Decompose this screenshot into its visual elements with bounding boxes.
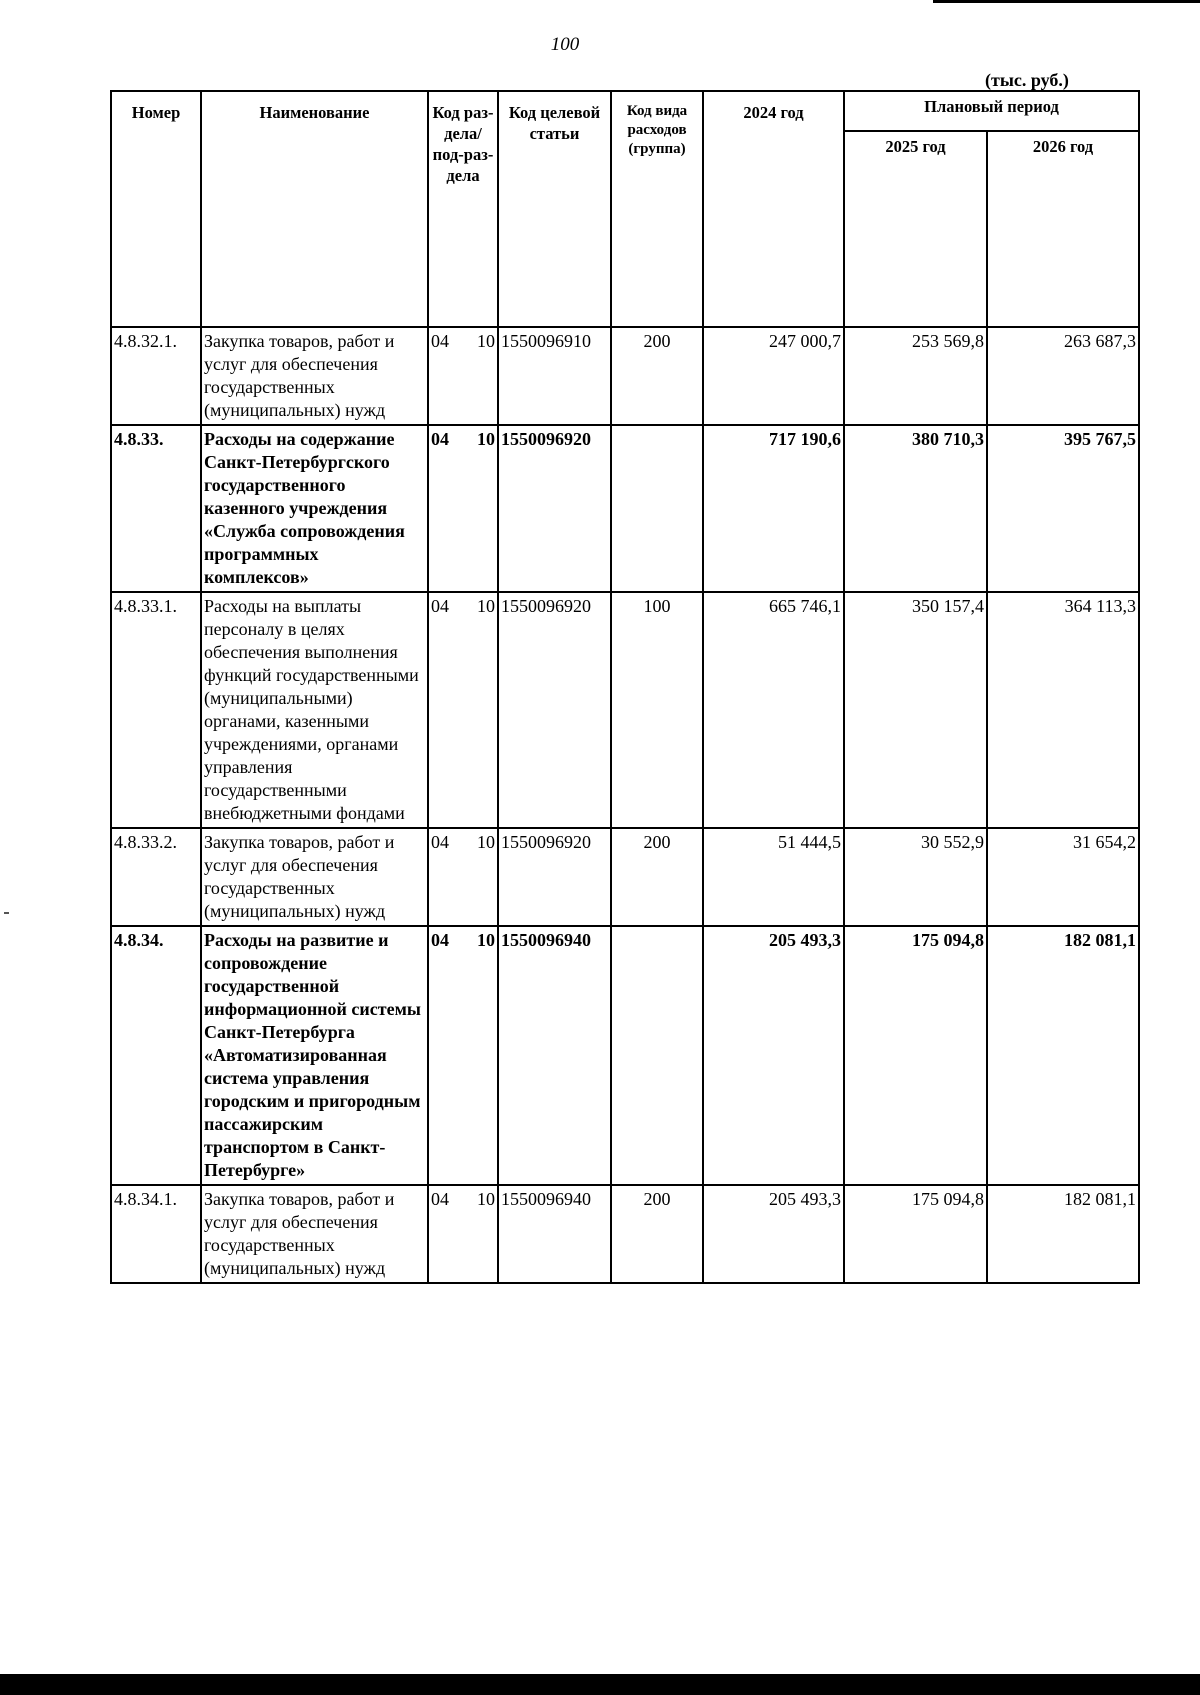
- units-label: (тыс. руб.): [985, 70, 1069, 90]
- row-expense-type: [611, 425, 703, 592]
- row-number: 4.8.33.1.: [111, 592, 201, 828]
- row-amount-2026: 182 081,1: [987, 1185, 1139, 1283]
- table-row: [111, 828, 1139, 926]
- row-target-code: 1550096910: [498, 327, 611, 425]
- header-planned-period: Плановый период: [844, 91, 1139, 131]
- row-section: 04: [431, 930, 449, 950]
- row-amount-2024: 665 746,1: [703, 592, 844, 828]
- table-row: [111, 926, 1139, 1185]
- row-amount-2024: 205 493,3: [703, 1185, 844, 1283]
- section-code-pair: [431, 428, 495, 451]
- row-section: 04: [431, 429, 449, 449]
- row-number: 4.8.34.1.: [111, 1185, 201, 1283]
- row-subsection: 10: [477, 331, 495, 351]
- header-expense-type: Код вида расходов (группа): [611, 91, 703, 327]
- row-subsection: 10: [477, 832, 495, 852]
- header-target-code: Код целевой статьи: [498, 91, 611, 327]
- table-row: [111, 592, 1139, 828]
- scan-edge-bottom: [0, 1674, 1200, 1695]
- row-name: Расходы на выплаты персоналу в целях обеспечения выполнения функций государственными (муниципальными) органами, казенными учреждениями, органами управления государственными внебюджетными фондами: [201, 592, 428, 828]
- section-code-pair: [431, 929, 495, 952]
- row-number: 4.8.32.1.: [111, 327, 201, 425]
- header-number: Номер: [111, 91, 201, 327]
- row-target-code: 1550096920: [498, 828, 611, 926]
- row-amount-2025: 350 157,4: [844, 592, 987, 828]
- row-section: 04: [431, 1189, 449, 1209]
- row-amount-2024: 717 190,6: [703, 425, 844, 592]
- row-amount-2026: 395 767,5: [987, 425, 1139, 592]
- header-name: Наименование: [201, 91, 428, 327]
- section-code-pair: [431, 595, 495, 618]
- row-number: 4.8.34.: [111, 926, 201, 1185]
- row-amount-2024: 51 444,5: [703, 828, 844, 926]
- header-year-2026: 2026 год: [987, 131, 1139, 327]
- table-row: [111, 327, 1139, 425]
- row-section: 04: [431, 596, 449, 616]
- budget-table: [110, 90, 1140, 1284]
- scan-mark: [4, 912, 9, 914]
- row-expense-type: 200: [611, 1185, 703, 1283]
- row-target-code: 1550096940: [498, 1185, 611, 1283]
- row-section-code: [428, 592, 498, 828]
- header-year-2025: 2025 год: [844, 131, 987, 327]
- row-expense-type: 200: [611, 327, 703, 425]
- row-expense-type: [611, 926, 703, 1185]
- section-code-pair: [431, 330, 495, 353]
- row-amount-2024: 205 493,3: [703, 926, 844, 1185]
- row-number: 4.8.33.: [111, 425, 201, 592]
- row-expense-type: 200: [611, 828, 703, 926]
- row-amount-2026: 182 081,1: [987, 926, 1139, 1185]
- row-section-code: [428, 327, 498, 425]
- table-row: [111, 1185, 1139, 1283]
- row-amount-2025: 253 569,8: [844, 327, 987, 425]
- row-amount-2025: 380 710,3: [844, 425, 987, 592]
- row-section-code: [428, 425, 498, 592]
- row-target-code: 1550096920: [498, 425, 611, 592]
- row-amount-2025: 175 094,8: [844, 1185, 987, 1283]
- row-section: 04: [431, 832, 449, 852]
- row-section-code: [428, 828, 498, 926]
- row-amount-2026: 263 687,3: [987, 327, 1139, 425]
- row-name: Закупка товаров, работ и услуг для обеспечения государственных (муниципальных) нужд: [201, 327, 428, 425]
- header-year-2024: 2024 год: [703, 91, 844, 327]
- row-amount-2024: 247 000,7: [703, 327, 844, 425]
- row-target-code: 1550096940: [498, 926, 611, 1185]
- row-name: Закупка товаров, работ и услуг для обеспечения государственных (муниципальных) нужд: [201, 828, 428, 926]
- row-section-code: [428, 926, 498, 1185]
- page-number: 100: [550, 34, 580, 55]
- row-name: Расходы на содержание Санкт-Петербургского государственного казенного учреждения «Служба сопровождения программных комплексов»: [201, 425, 428, 592]
- row-section-code: [428, 1185, 498, 1283]
- row-subsection: 10: [477, 429, 495, 449]
- row-number: 4.8.33.2.: [111, 828, 201, 926]
- header-section-code: Код раз-дела/ под-раз-дела: [428, 91, 498, 327]
- row-subsection: 10: [477, 1189, 495, 1209]
- section-code-pair: [431, 1188, 495, 1211]
- row-target-code: 1550096920: [498, 592, 611, 828]
- scan-edge-top: [933, 0, 1200, 3]
- section-code-pair: [431, 831, 495, 854]
- row-section: 04: [431, 331, 449, 351]
- table-row: [111, 425, 1139, 592]
- row-subsection: 10: [477, 930, 495, 950]
- row-subsection: 10: [477, 596, 495, 616]
- row-expense-type: 100: [611, 592, 703, 828]
- row-amount-2026: 364 113,3: [987, 592, 1139, 828]
- row-amount-2025: 175 094,8: [844, 926, 987, 1185]
- row-name: Расходы на развитие и сопровождение государственной информационной системы Санкт-Петербурга «Автоматизированная система управления городским и пригородным пассажирским транспортом в Санкт-Петербурге»: [201, 926, 428, 1185]
- row-name: Закупка товаров, работ и услуг для обеспечения государственных (муниципальных) нужд: [201, 1185, 428, 1283]
- row-amount-2025: 30 552,9: [844, 828, 987, 926]
- row-amount-2026: 31 654,2: [987, 828, 1139, 926]
